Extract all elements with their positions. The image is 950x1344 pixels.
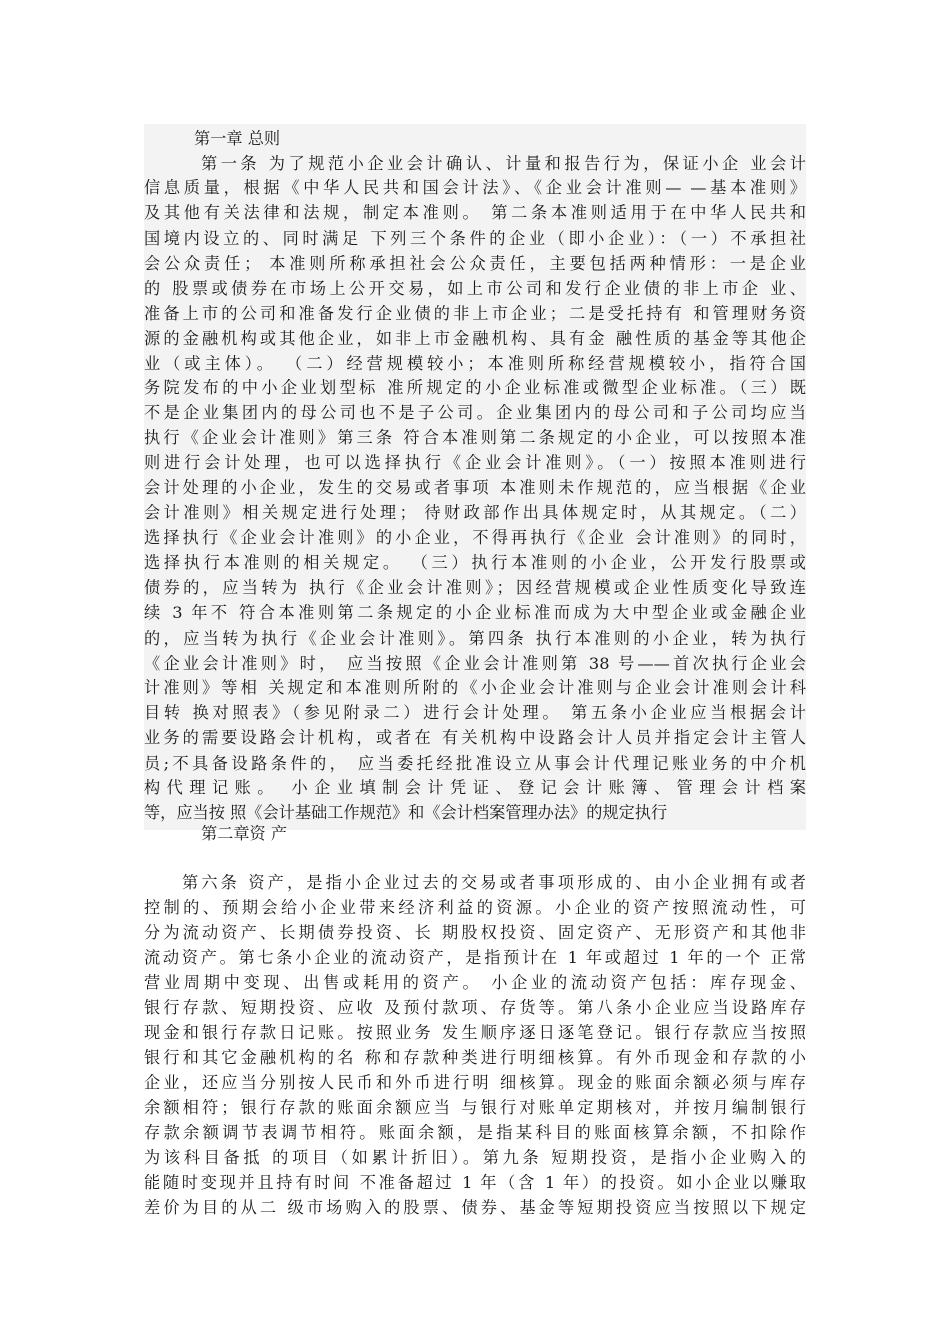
- paragraph-line: 准备上市的公司和准备发行企业债的非上市企业；二是受托持有 和管理财务资: [144, 304, 806, 323]
- paragraph-line: 的 股票或债券在市场上公开交易，如上市公司和发行企业债的非上市企 业、: [144, 279, 806, 298]
- paragraph-line: 控制的、预期会给小企业带来经济利益的资源。小企业的资产按照流动性，可: [144, 898, 806, 917]
- paragraph-line: 源的金融机构或其他企业，如非上市金融机构、具有金 融性质的基金等其他企: [144, 329, 806, 348]
- paragraph-line: 及其他有关法律和法规，制定本准则。 第二条本准则适用于在中华人民共和: [144, 203, 806, 222]
- paragraph-line: 则进行会计处理，也可以选择执行《企业会计准则》。（一）按照本准则进行: [144, 453, 806, 472]
- paragraph-line: 国境内设立的、同时满足 下列三个条件的企业（即小企业）：（一）不承担社: [144, 229, 806, 248]
- paragraph-line: 的，应当转为执行《企业会计准则》。第四条 执行本准则的小企业，转为执行: [144, 629, 806, 648]
- paragraph-line: 续 3 年不 符合本准则第二条规定的小企业标准而成为大中型企业或金融企业: [144, 603, 806, 622]
- chapter-one-heading: 第一章 总则: [194, 129, 281, 148]
- paragraph-line: 会计处理的小企业，发生的交易或者事项 本准则未作规范的，应当根据《企业: [144, 478, 806, 497]
- paragraph-line: 流动资产。第七条小企业的流动资产，是指预计在 1 年或超过 1 年的一个 正常: [144, 948, 806, 967]
- paragraph-line: 债券的，应当转为 执行《企业会计准则》；因经营规模或企业性质变化导致连: [144, 578, 806, 597]
- paragraph-line: 现金和银行存款日记账。按照业务 发生顺序逐日逐笔登记。银行存款应当按照: [144, 1023, 806, 1042]
- paragraph-line: 《企业会计准则》时， 应当按照《企业会计准则第 38 号——首次执行企业会: [144, 654, 806, 673]
- paragraph-line: 信息质量，根据《中华人民共和国会计法》、《企业会计准则— —基本准则》: [144, 178, 806, 197]
- paragraph-line: 业（或主体）。 （二）经营规模较小；本准则所称经营规模较小，指符合国: [144, 354, 806, 373]
- paragraph-line: 为该科目备抵 的项目（如累计折旧）。第九条 短期投资，是指小企业购入的: [144, 1148, 806, 1167]
- paragraph-line: 务院发布的中小企业划型标 准所规定的小企业标准或微型企业标准。（三）既: [144, 378, 806, 397]
- paragraph-line: 业务的需要设路会计机构，或者在 有关机构中设路会计人员并指定会计主管人: [144, 728, 806, 747]
- paragraph-line: 第六条 资产，是指小企业过去的交易或者事项形成的、由小企业拥有或者: [182, 873, 806, 892]
- paragraph-line: 不是企业集团内的母公司也不是子公司。企业集团内的母公司和子公司均应当: [144, 403, 806, 422]
- paragraph-line: 构代理记账。 小企业填制会计凭证、登记会计账簿、管理会计档案: [144, 778, 806, 797]
- paragraph-line: 员;不具备设路条件的， 应当委托经批准设立从事会计代理记账业务的中介机: [144, 754, 806, 773]
- paragraph-line: 计准则》等相 关规定和本准则所附的《小企业会计准则与企业会计准则会计科: [144, 678, 806, 697]
- paragraph-line: 分为流动资产、长期债券投资、长 期股权投资、固定资产、无形资产和其他非: [144, 923, 806, 942]
- paragraph-line: 能随时变现并且持有时间 不准备超过 1 年（含 1 年）的投资。如小企业以赚取: [144, 1173, 806, 1192]
- paragraph-line: 营业周期中变现、出售或耗用的资产。 小企业的流动资产包括：库存现金、: [144, 973, 806, 992]
- paragraph-line: 选择执行《企业会计准则》的小企业，不得再执行《企业 会计准则》的同时，: [144, 528, 806, 547]
- paragraph-line: 银行存款、短期投资、应收 及预付款项、存货等。第八条小企业应当设路库存: [144, 998, 806, 1017]
- paragraph-line: 第一条 为了规范小企业会计确认、计量和报告行为，保证小企 业会计: [201, 154, 806, 173]
- chapter-two-heading: 第二章资 产: [201, 824, 288, 843]
- paragraph-line: 银行和其它金融机构的名 称和存款种类进行明细核算。有外币现金和存款的小: [144, 1048, 806, 1067]
- paragraph-line: 等，应当按 照《会计基础工作规范》和《会计档案管理办法》的规定执行: [144, 803, 668, 822]
- paragraph-line: 企业，还应当分别按人民币和外币进行明 细核算。现金的账面余额必须与库存: [144, 1073, 806, 1092]
- paragraph-line: 余额相符；银行存款的账面余额应当 与银行对账单定期核对，并按月编制银行: [144, 1098, 806, 1117]
- paragraph-line: 会计准则》相关规定进行处理； 待财政部作出具体规定时，从其规定。（二）: [144, 503, 806, 522]
- paragraph-line: 存款余额调节表调节相符。账面余额，是指某科目的账面核算余额，不扣除作: [144, 1123, 806, 1142]
- paragraph-line: 执行《企业会计准则》第三条 符合本准则第二条规定的小企业，可以按照本准: [144, 428, 806, 447]
- paragraph-line: 目转 换对照表》（参见附录二）进行会计处理。 第五条小企业应当根据会计: [144, 703, 806, 722]
- paragraph-line: 选择执行本准则的相关规定。 （三）执行本准则的小企业，公开发行股票或: [144, 553, 806, 572]
- paragraph-line: 差价为目的从二 级市场购入的股票、债券、基金等短期投资应当按照以下规定: [144, 1198, 806, 1217]
- paragraph-line: 会公众责任； 本准则所称承担社会公众责任，主要包括两种情形：一是企业: [144, 254, 806, 273]
